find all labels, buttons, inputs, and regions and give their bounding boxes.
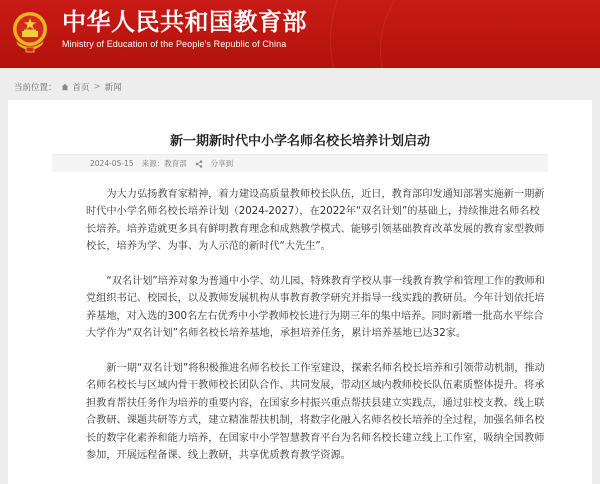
article-meta <box>52 154 548 172</box>
share-label[interactable]: 分享到 <box>210 159 234 168</box>
site-header <box>0 0 600 68</box>
article-paragraph: “双名计划”培养对象为普通中小学、幼儿园、特殊教育学校从事一线教育教学和管理工作的教师和党组织书记、校园长，以及教师发展机构从事教育教学研究并指导一线实践的教研员。今年计划依托培养基地，对入选的300名左右优秀中小学教师校长进行为期三年的集中培养。同时新增一批高水平综合大学作为“双名计划”名师名校长培养基地，承担培养任务，累计培养基地已达32家。 <box>86 276 545 340</box>
article-paragraph: 新一期“双名计划”将积极推进名师名校长工作室建设，探索名师名校长培养和引领带动机制，推动名师名校长与区域内骨干教师校长团队合作、共同发展，带动区域内教师校长队伍素质整体提升。将承担教育帮扶任务作为培养的重要内容，在国家乡村振兴重点帮扶县建立实践点，通过驻校支教、线上联合教研、课题共研等方式，建立精准帮扶机制，将数字化融入名师名校长培养的全过程，加强名师名校长的数字化素养和能力培养，在国家中小学智慧教育平台为名师名校长建立线上工作室，吸纳全国教师参加，开展远程备课、线上教研，共享优质教育教学资源。 <box>86 363 545 462</box>
home-icon <box>61 83 69 91</box>
article-date: 2024-05-15 <box>90 159 134 168</box>
breadcrumb <box>14 80 122 94</box>
article-panel <box>8 100 592 484</box>
article-body <box>86 186 548 482</box>
article-title: 新一期新时代中小学名师名校长培养计划启动 <box>169 134 430 149</box>
breadcrumb-news-link[interactable]: 新闻 <box>104 83 122 93</box>
share-icon[interactable] <box>195 160 203 168</box>
article-source: 来源：教育部 <box>141 159 187 168</box>
header-decoration <box>380 0 600 68</box>
site-subtitle: Ministry of Education of the People's Republic of China <box>62 39 287 49</box>
national-emblem-icon[interactable] <box>10 7 50 55</box>
site-title[interactable]: 中华人民共和国教育部 <box>62 8 307 36</box>
article-paragraph: 为大力弘扬教育家精神，着力建设高质量教师校长队伍，近日，教育部印发通知部署实施新一期新时代中小学名师名校长培养计划（2024-2027），在2022年“双名计划”的基础上，持续推进名师名校长培养。培养造就更多具有鲜明教育理念和成熟教学模式、能够引领基础教育改革发展的教育家型教师校长，培养为学、为事、为人示范的新时代“大先生”。 <box>86 189 545 253</box>
breadcrumb-home-link[interactable]: 首页 <box>72 83 90 93</box>
breadcrumb-prefix: 当前位置： <box>14 83 57 93</box>
breadcrumb-separator: > <box>93 82 101 92</box>
